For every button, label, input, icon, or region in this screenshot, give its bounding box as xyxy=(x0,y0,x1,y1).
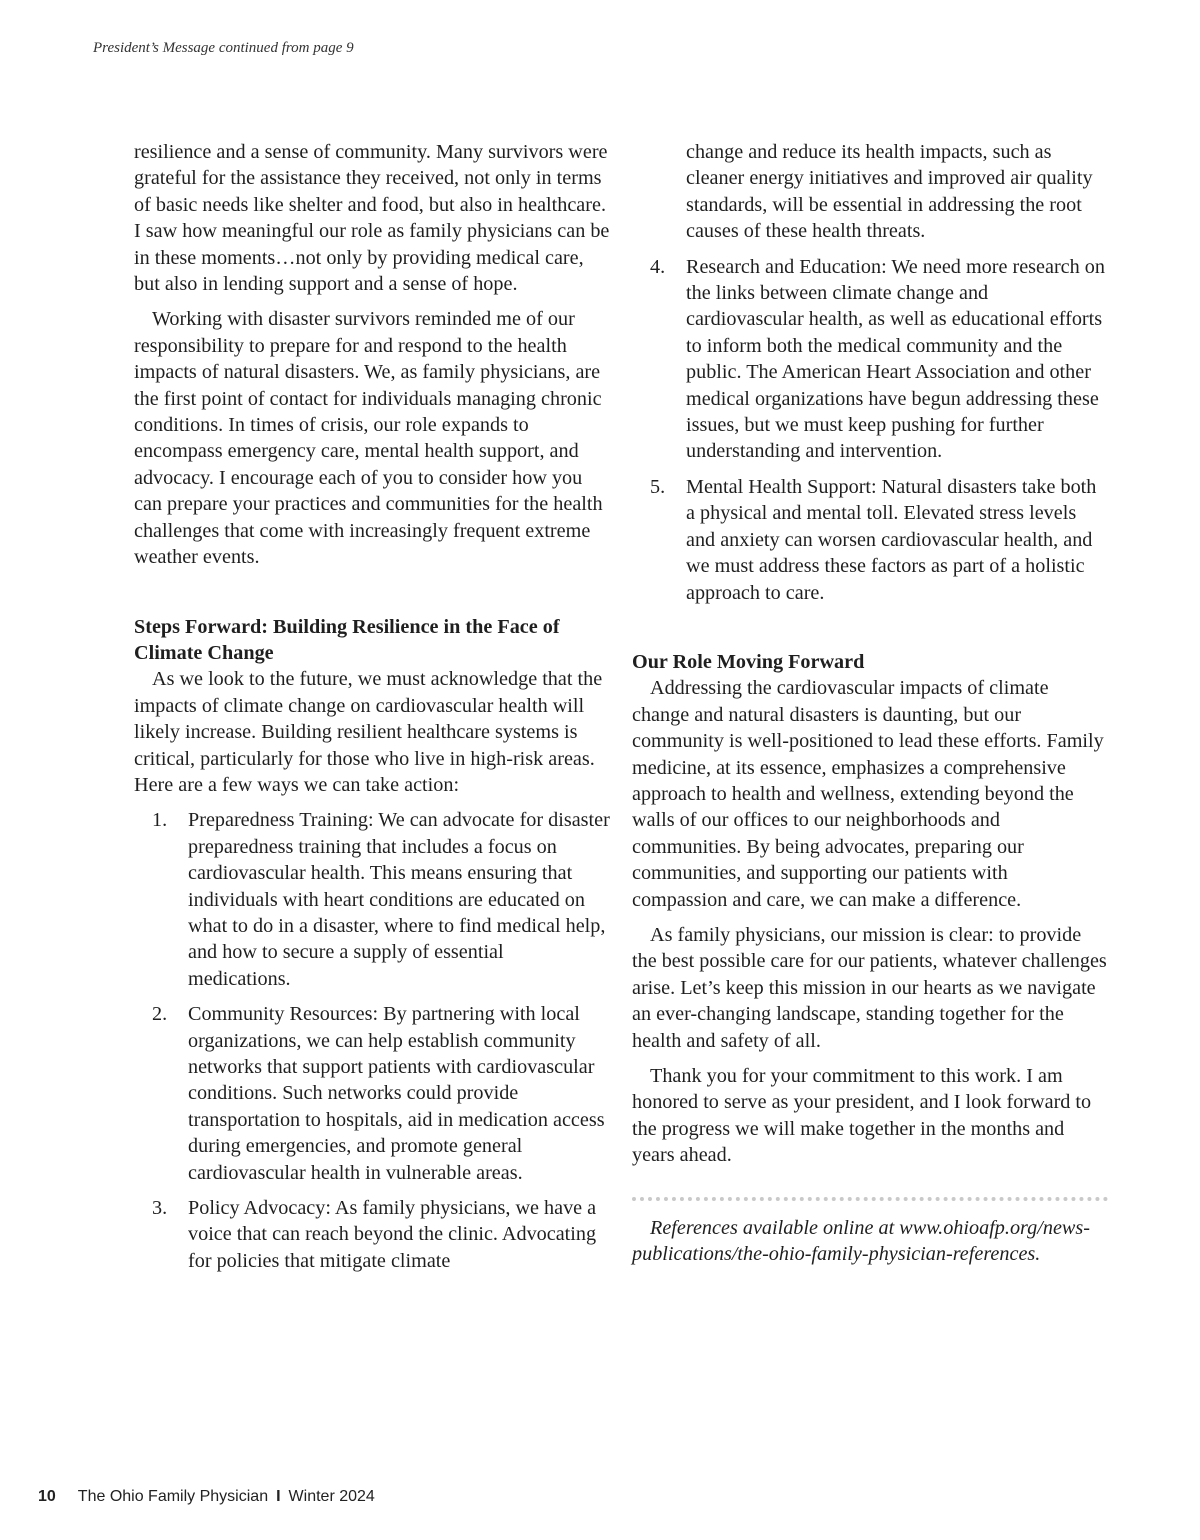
list-item-text: Preparedness Training: We can advocate for disaster preparedness training that includes a focus on cardiovascular health. This means ensuring that individuals with heart conditions are educated on what to do in a disaster, where to find medical help, and how to secure a supply of essential medications. xyxy=(188,809,610,990)
list-item-text: Research and Education: We need more research on the links between climate change and cardiovascular health, as well as educational efforts to inform both the medical community and the public. The American Heart Association and other medical organizations have begun addressing these issues, but we must keep pushing for further understanding and intervention. xyxy=(686,255,1105,463)
page-footer xyxy=(38,1488,375,1506)
list-item-text: Mental Health Support: Natural disasters take both a physical and mental toll. Elevated stress levels and anxiety can worsen cardiovascular health, and we must address these factors as part of a holistic approach to care. xyxy=(686,475,1097,604)
footer-separator: I xyxy=(276,1488,281,1505)
publication-name: The Ohio Family Physician xyxy=(77,1488,269,1505)
list-item xyxy=(632,474,1108,606)
list-item-text: Community Resources: By partnering with local organizations, we can help establish community networks that support patients with cardiovascular conditions. Such networks could provide transportation to hospitals, aid in medication access during emergencies, and promote general cardiovascular health in vulnerable areas. xyxy=(188,1003,605,1184)
body-paragraph: As we look to the future, we must acknowledge that the impacts of climate change on cardiovascular health will likely increase. Building resilient healthcare systems is critical, particularly for those who live in high-risk areas. Here are a few ways we can take action: xyxy=(134,668,603,796)
list-item xyxy=(632,254,1108,465)
list-number: 2. xyxy=(152,1003,168,1026)
continued-from-note: President’s Message continued from page 9 xyxy=(93,40,354,56)
numbered-list xyxy=(632,254,1108,606)
body-paragraph: Thank you for your commitment to this work. I am honored to serve as your president, and I look forward to the progress we will make together in the months and years ahead. xyxy=(632,1065,1092,1167)
list-number: 5. xyxy=(650,475,666,498)
right-column xyxy=(632,139,1108,1276)
dotted-divider xyxy=(632,1197,1108,1201)
body-paragraph: Working with disaster survivors reminded me of our responsibility to prepare for and respond to the health impacts of natural disasters. We, as family physicians, are the first point of contact for individuals managing chronic conditions. In times of crisis, our role expands to encompass emergency care, mental health support, and advocacy. I encourage each of you to consider how you can prepare your practices and communities for the health challenges that come with increasingly frequent extreme weather events. xyxy=(134,308,603,569)
list-item-continued: change and reduce its health impacts, such as cleaner energy initiatives and improved air quality standards, will be essential in addressing the root causes of these health threats. xyxy=(686,141,1093,243)
body-paragraph: resilience and a sense of community. Many survivors were grateful for the assistance they received, not only in terms of basic needs like shelter and food, but also in healthcare. I saw how meaningful our role as family physicians can be in these moments…not only by providing medical care, but also in lending support and a sense of hope. xyxy=(134,141,610,296)
issue-date: Winter 2024 xyxy=(288,1488,375,1505)
list-item xyxy=(152,1195,610,1274)
list-number: 4. xyxy=(650,255,666,278)
numbered-list xyxy=(152,807,610,1274)
list-item-text: Policy Advocacy: As family physicians, we have a voice that can reach beyond the clinic. Advocating for policies that mitigate climate xyxy=(188,1197,597,1272)
body-paragraph: As family physicians, our mission is clear: to provide the best possible care for our patients, whatever challenges arise. Let’s keep this mission in our hearts as we navigate an ever-changing landscape, standing together for the health and safety of all. xyxy=(632,923,1107,1052)
body-paragraph: Addressing the cardiovascular impacts of climate change and natural disasters is daunting, but our community is well-positioned to lead these efforts. Family medicine, at its essence, emphasizes a comprehensive approach to health and wellness, extending beyond the walls of our offices to our neighborhoods and communities. By being advocates, preparing our communities, and supporting our patients with compassion and care, we can make a difference. xyxy=(632,677,1104,911)
list-number: 1. xyxy=(152,809,168,832)
page-number: 10 xyxy=(38,1488,56,1505)
list-item xyxy=(152,807,610,992)
references-note: References available online at www.ohioafp.org/news-publications/the-ohio-family-physician-references. xyxy=(632,1216,1090,1266)
list-item xyxy=(152,1001,610,1186)
list-number: 3. xyxy=(152,1197,168,1220)
section-heading: Steps Forward: Building Resilience in the Face of Climate Change xyxy=(134,615,560,664)
section-heading: Our Role Moving Forward xyxy=(632,650,865,673)
left-column xyxy=(134,139,610,1283)
